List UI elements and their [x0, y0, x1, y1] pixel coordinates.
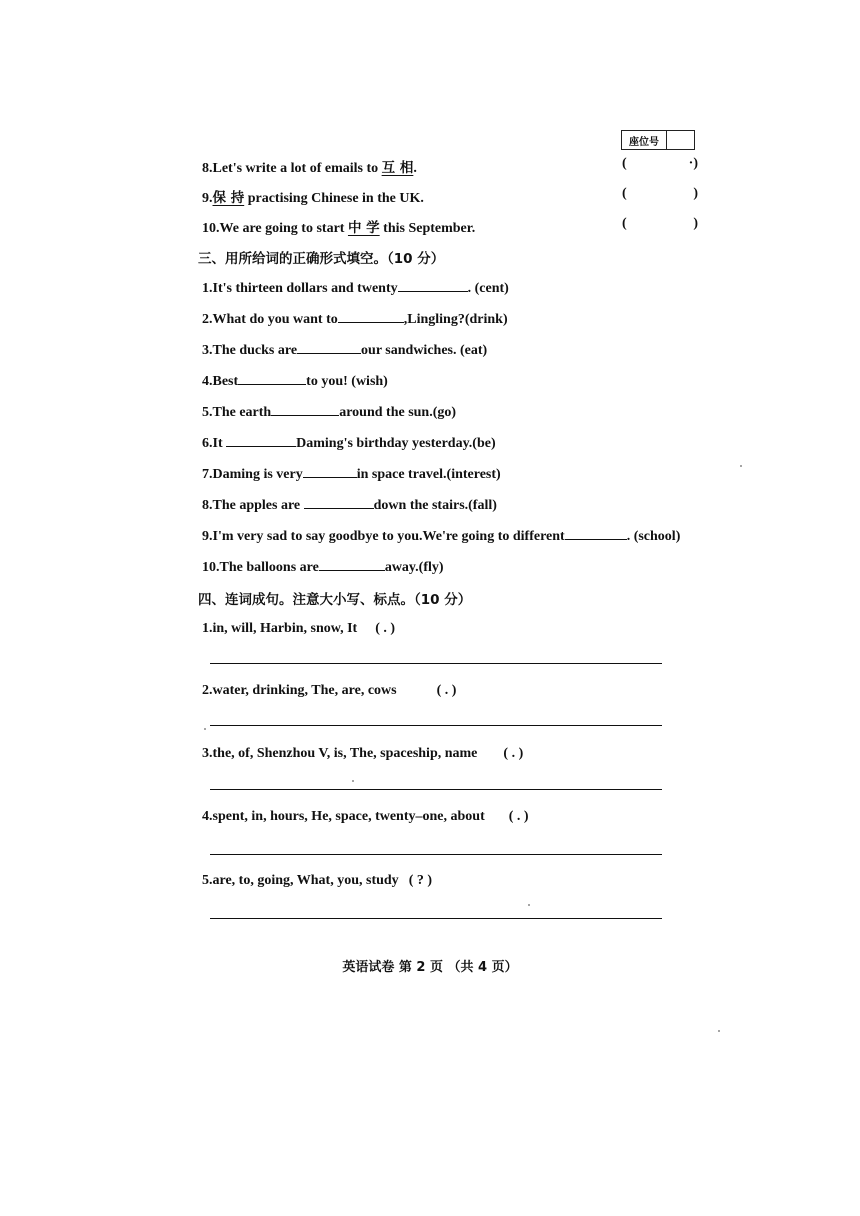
item-punctuation: ( . ) — [436, 683, 457, 698]
item-text: Best — [212, 374, 239, 389]
answer-parens[interactable] — [622, 186, 698, 202]
scan-speck — [718, 1030, 720, 1032]
item-text: down the stairs.(fall) — [373, 498, 497, 513]
item-punctuation: ( . ) — [375, 621, 396, 636]
answer-line[interactable] — [210, 725, 662, 726]
fill-item-10 — [202, 558, 444, 576]
word-order-item-3 — [202, 746, 523, 762]
item-text: It — [212, 436, 227, 451]
item-number: 8. — [202, 498, 213, 513]
item-number: 1. — [202, 281, 213, 296]
item-chinese-word: 保 持 — [212, 190, 245, 206]
translation-item-10 — [202, 216, 475, 237]
item-text: practising Chinese in the UK. — [244, 191, 424, 206]
fill-item-8 — [202, 496, 497, 514]
fill-item-3 — [202, 341, 487, 359]
answer-line[interactable] — [210, 663, 662, 664]
item-text: The earth — [212, 405, 272, 420]
answer-blank[interactable] — [238, 372, 306, 385]
item-number: 4. — [202, 809, 213, 824]
section-4-heading: 四、连词成句。注意大小写、标点。（10 分） — [198, 592, 472, 608]
translation-item-9 — [202, 186, 424, 207]
scan-speck — [528, 904, 530, 906]
answer-blank[interactable] — [304, 496, 374, 509]
item-text: away.(fly) — [384, 560, 444, 575]
item-number: 2. — [202, 683, 213, 698]
paren-right: ) — [693, 186, 698, 201]
paren-right: ·) — [688, 156, 698, 171]
item-number: 9. — [202, 529, 213, 544]
item-number: 9. — [202, 191, 213, 206]
fill-item-7 — [202, 465, 501, 483]
translation-item-8 — [202, 156, 417, 177]
answer-blank[interactable] — [398, 279, 468, 292]
fill-item-6 — [202, 434, 496, 452]
item-text: The apples are — [212, 498, 304, 513]
word-order-item-4 — [202, 809, 529, 825]
answer-parens[interactable] — [622, 216, 698, 232]
item-text: The ducks are — [212, 343, 298, 358]
paren-right: ) — [693, 216, 698, 231]
answer-line[interactable] — [210, 789, 662, 790]
page-footer: 英语试卷 第 2 页 （共 4 页） — [342, 960, 518, 975]
item-punctuation: ( ? ) — [408, 873, 433, 888]
item-text: The balloons are — [219, 560, 319, 575]
scan-speck — [740, 465, 742, 467]
answer-blank[interactable] — [271, 403, 339, 416]
item-text: I'm very sad to say goodbye to you.We're going to different — [212, 529, 565, 544]
paren-left: ( — [622, 186, 627, 201]
item-number: 3. — [202, 343, 213, 358]
item-text: . — [413, 161, 417, 176]
answer-blank[interactable] — [319, 558, 385, 571]
seat-number-field[interactable] — [667, 131, 694, 149]
item-chinese-word: 互 相 — [381, 160, 414, 176]
item-text: ,Lingling?(drink) — [403, 312, 508, 327]
item-number: 7. — [202, 467, 213, 482]
item-text: this September. — [379, 221, 476, 236]
item-text: . (school) — [626, 529, 681, 544]
item-number: 6. — [202, 436, 213, 451]
word-order-item-5 — [202, 873, 432, 889]
item-text: Daming's birthday yesterday.(be) — [296, 436, 496, 451]
item-number: 5. — [202, 873, 213, 888]
item-chinese-word: 中 学 — [347, 220, 380, 236]
answer-line[interactable] — [210, 918, 662, 919]
item-number: 10. — [202, 221, 220, 236]
paren-left: ( — [622, 156, 627, 171]
item-text: to you! (wish) — [306, 374, 388, 389]
item-words: spent, in, hours, He, space, twenty–one, about — [212, 809, 485, 824]
item-number: 5. — [202, 405, 213, 420]
answer-blank[interactable] — [338, 310, 404, 323]
section-3-heading: 三、用所给词的正确形式填空。（10 分） — [198, 251, 445, 267]
item-text: around the sun.(go) — [339, 405, 457, 420]
item-text: What do you want to — [212, 312, 338, 327]
item-text: We are going to start — [219, 221, 348, 236]
item-text: Daming is very — [212, 467, 303, 482]
scan-speck — [352, 780, 354, 782]
word-order-item-1 — [202, 621, 395, 637]
item-punctuation: ( . ) — [503, 746, 524, 761]
item-text: . (cent) — [467, 281, 509, 296]
fill-item-1 — [202, 279, 509, 297]
answer-blank[interactable] — [297, 341, 361, 354]
item-text: It's thirteen dollars and twenty — [212, 281, 398, 296]
item-text: our sandwiches. (eat) — [361, 343, 488, 358]
item-number: 8. — [202, 161, 213, 176]
item-text: Let's write a lot of emails to — [212, 161, 382, 176]
item-words: in, will, Harbin, snow, It — [212, 621, 358, 636]
answer-blank[interactable] — [303, 465, 357, 478]
item-words: are, to, going, What, you, study — [212, 873, 399, 888]
seat-number-box — [621, 130, 695, 150]
item-number: 10. — [202, 560, 220, 575]
paren-left: ( — [622, 216, 627, 231]
item-number: 1. — [202, 621, 213, 636]
fill-item-5 — [202, 403, 456, 421]
scan-speck — [204, 728, 206, 730]
item-punctuation: ( . ) — [508, 809, 529, 824]
fill-item-4 — [202, 372, 388, 390]
answer-parens[interactable] — [622, 156, 698, 172]
answer-blank[interactable] — [226, 434, 296, 447]
fill-item-2 — [202, 310, 508, 328]
item-number: 2. — [202, 312, 213, 327]
answer-line[interactable] — [210, 854, 662, 855]
fill-item-9 — [202, 527, 680, 545]
item-words: water, drinking, The, are, cows — [212, 683, 397, 698]
item-number: 3. — [202, 746, 213, 761]
item-words: the, of, Shenzhou V, is, The, spaceship, name — [212, 746, 478, 761]
item-text: in space travel.(interest) — [356, 467, 501, 482]
seat-number-label: 座位号 — [622, 131, 667, 149]
answer-blank[interactable] — [565, 527, 627, 540]
word-order-item-2 — [202, 683, 456, 699]
item-number: 4. — [202, 374, 213, 389]
